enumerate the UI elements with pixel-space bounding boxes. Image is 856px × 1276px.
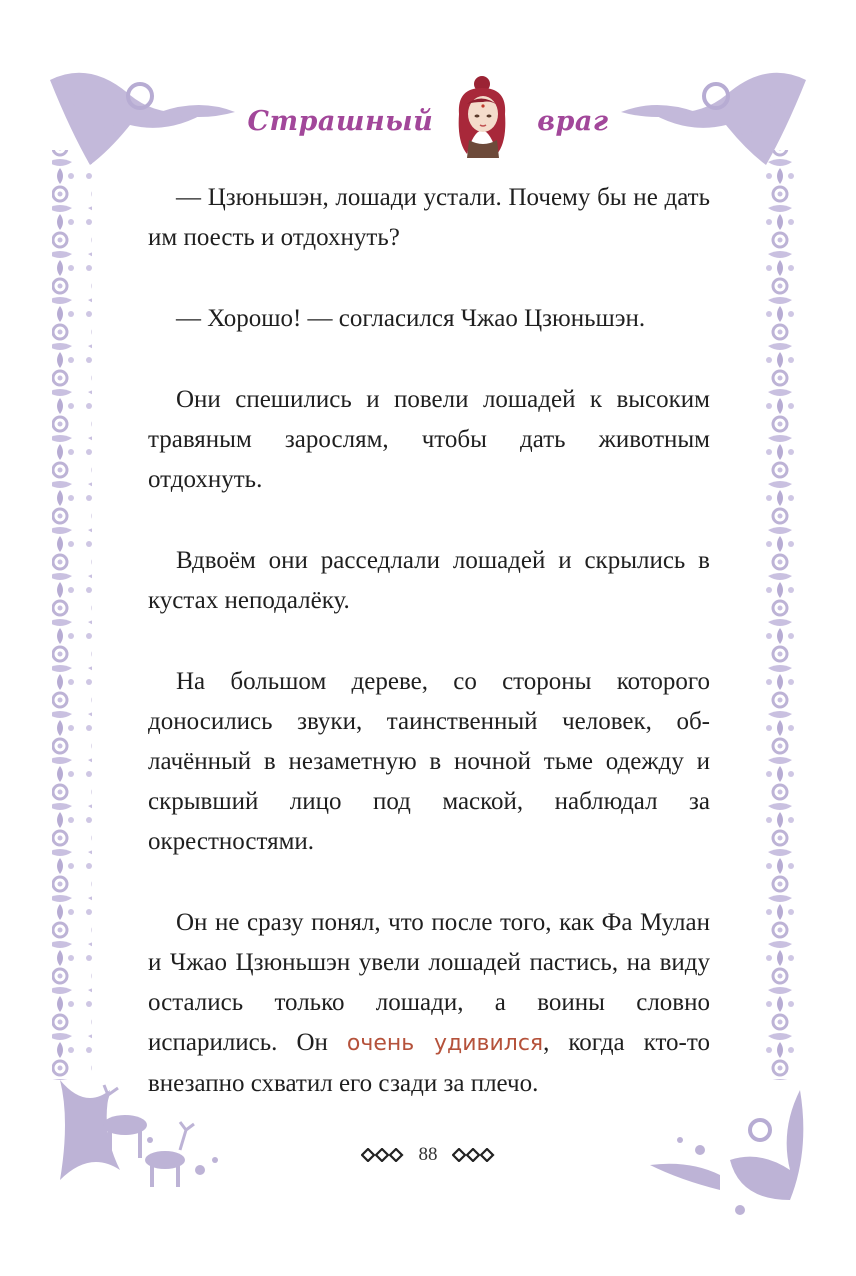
diamond-ornament-icon	[452, 1148, 496, 1162]
paragraph: — Хорошо! — согласился Чжао Цзюньшэн.	[176, 305, 646, 332]
paragraph-text-after: , когда кто-то внезапно схватил его сзади за плечо.	[148, 1029, 710, 1097]
highlighted-phrase: очень удивился	[346, 1031, 544, 1056]
paragraph: На большом дереве, со стороны которого доносились звуки, таинственный человек, облачённый в незаметную в ночной тьме одежду и скрывший лицо под маской, наблюдал за окрестностями.	[148, 668, 710, 855]
paragraph: Вдвоём они расседлали лошадей и скрылись в кустах неподалёку.	[148, 547, 710, 614]
paragraph: Они спешились и повели лошадей к высоким травяным зарослям, чтобы дать животным отдохнуть.	[148, 386, 710, 493]
page-number: 88	[418, 1144, 438, 1165]
paragraph-text-before: Он не сразу понял, что после того, как Фа Мулан и Чжао Цзюньшэн увели лошадей пастись, на виду остались только лошади, а воины словно испарились. Он	[148, 909, 710, 1056]
paragraph-last	[148, 903, 710, 1104]
paragraph: — Цзюньшэн, лошади устали. Почему бы не дать им поесть и отдохнуть?	[148, 184, 710, 251]
page-footer	[0, 1140, 856, 1170]
header-title-left: Страшный	[247, 105, 434, 137]
diamond-ornament-icon	[361, 1148, 405, 1162]
running-header	[0, 66, 856, 166]
header-title-right: враг	[537, 105, 609, 137]
girl-portrait-icon	[447, 74, 517, 158]
body-text	[148, 178, 710, 1145]
